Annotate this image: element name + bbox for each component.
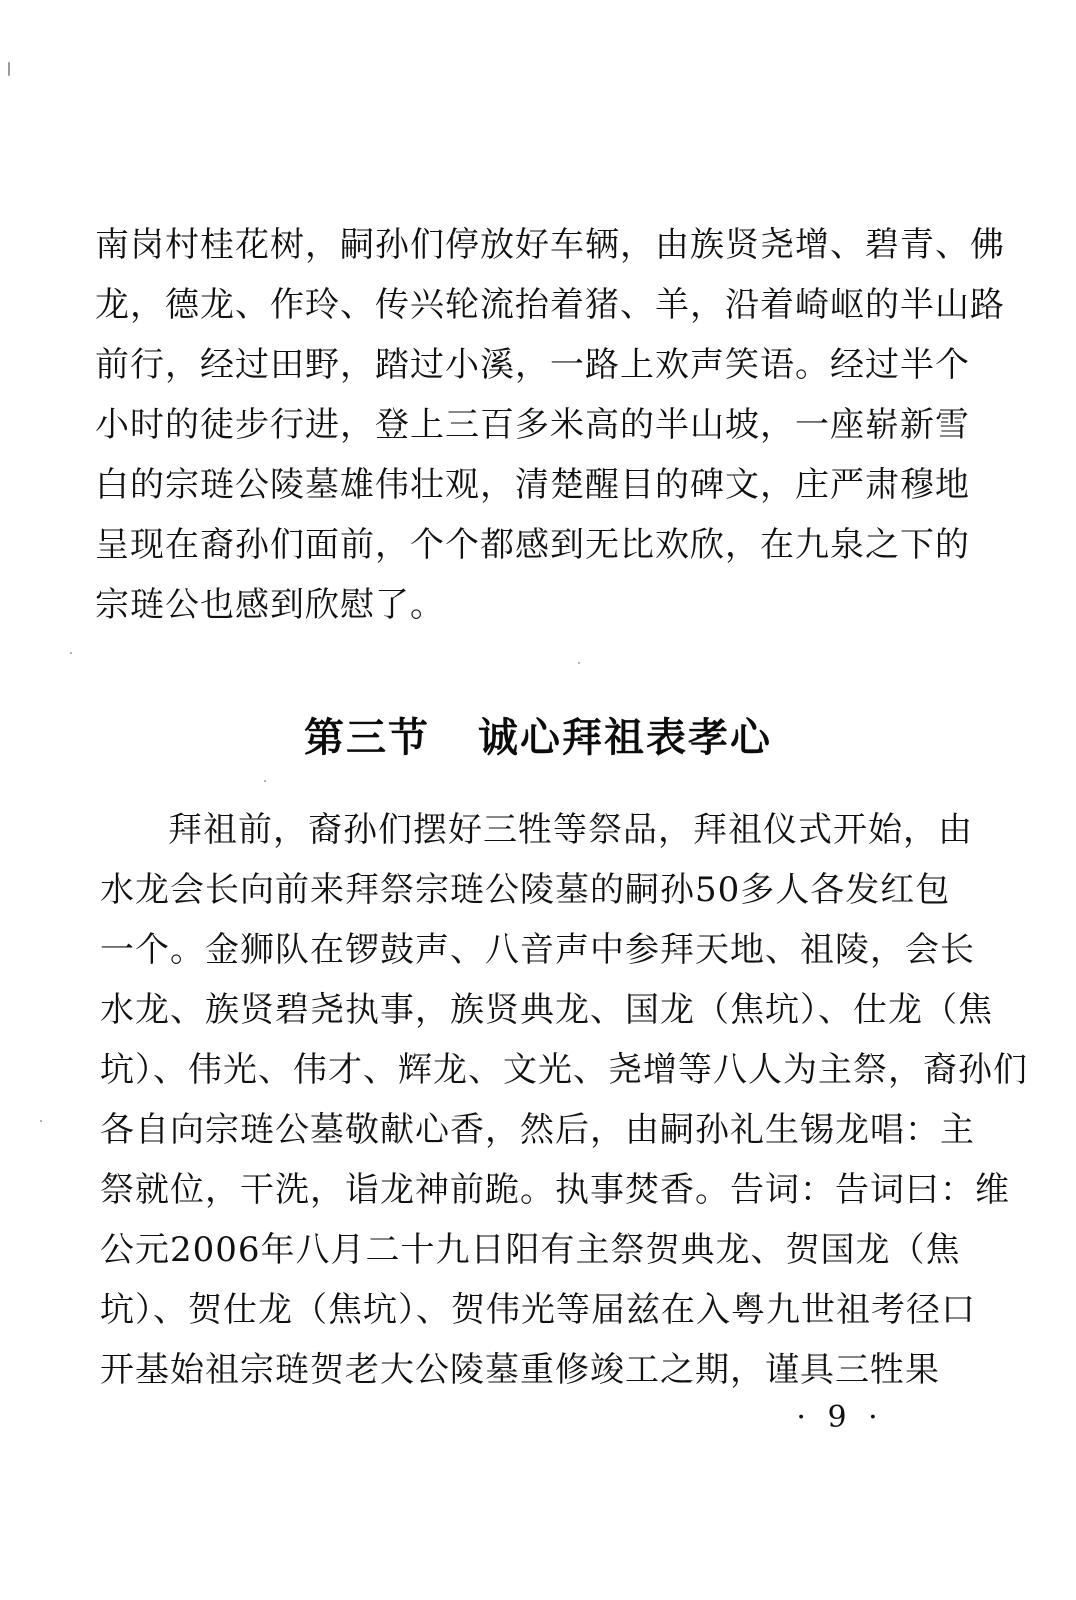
text-line: 小时的徒步行进，登上三百多米高的半山坡，一座崭新雪	[95, 405, 970, 445]
text-line: 水龙、族贤碧尧执事，族贤典龙、国龙（焦坑）、仕龙（焦	[100, 990, 993, 1030]
text-line: 各自向宗琏公墓敬献心香，然后，由嗣孙礼生锡龙唱：主	[100, 1110, 975, 1150]
scan-speck	[70, 652, 72, 654]
paragraph-section-3	[100, 800, 1028, 1400]
text-line: 水龙会长向前来拜祭宗琏公陵墓的嗣孙50多人各发红包	[100, 870, 951, 910]
scan-speck	[264, 780, 266, 782]
text-line: 宗琏公也感到欣慰了。	[95, 585, 445, 625]
paragraph-continued	[95, 215, 1005, 635]
scan-speck	[40, 1120, 42, 1122]
section-number: 第三节	[304, 715, 430, 761]
text-line: 拜祖前，裔孙们摆好三牲等祭品，拜祖仪式开始，由	[168, 810, 973, 850]
text-line: 祭就位，干洗，诣龙神前跪。执事焚香。告词：告词曰：维	[100, 1170, 1010, 1210]
text-line: 坑）、贺仕龙（焦坑）、贺伟光等届兹在入粤九世祖考径口	[100, 1290, 976, 1330]
text-line: 坑）、伟光、伟才、辉龙、文光、尧增等八人为主祭，裔孙们	[100, 1050, 1028, 1090]
text-line: 白的宗琏公陵墓雄伟壮观，清楚醒目的碑文，庄严肃穆地	[95, 465, 970, 505]
section-title: 诚心拜祖表孝心	[478, 715, 772, 761]
text-line: 南岗村桂花树，嗣孙们停放好车辆，由族贤尧增、碧青、佛	[95, 225, 1005, 265]
text-line: 一个。金狮队在锣鼓声、八音声中参拜天地、祖陵，会长	[100, 930, 975, 970]
scan-speck	[8, 62, 10, 76]
text-line: 呈现在裔孙们面前，个个都感到无比欢欣，在九泉之下的	[95, 525, 970, 565]
text-line: 公元2006年八月二十九日阳有主祭贺典龙、贺国龙（焦	[100, 1230, 961, 1270]
page-number: · 9 ·	[796, 1400, 884, 1435]
section-heading	[0, 708, 1076, 768]
text-line: 前行，经过田野，踏过小溪，一路上欢声笑语。经过半个	[95, 345, 970, 385]
text-line: 龙，德龙、作玲、传兴轮流抬着猪、羊，沿着崎岖的半山路	[95, 285, 1005, 325]
text-line: 开基始祖宗琏贺老大公陵墓重修竣工之期，谨具三牲果	[100, 1350, 940, 1390]
scan-speck	[578, 662, 580, 664]
